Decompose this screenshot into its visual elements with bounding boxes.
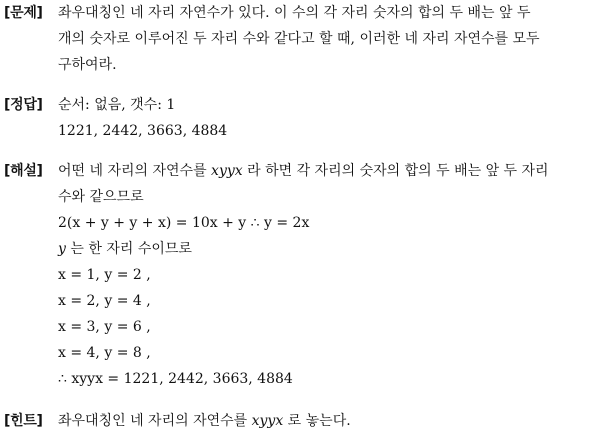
problem-line: 구하여라.: [58, 57, 117, 73]
math-variable: xyyx: [251, 413, 284, 429]
solution-line: [58, 236, 586, 262]
hint-line: [58, 408, 586, 434]
problem-line: 좌우대칭인 네 자리 자연수가 있다. 이 수의 각 자리 숫자의 합의 두 배는 앞 두: [58, 5, 531, 21]
solution-label: [해설]: [4, 163, 43, 179]
solution-text-fragment: 라 하면 각 자리의 숫자의 합의 두 배는 앞 두 자리: [242, 163, 549, 179]
solution-text-fragment: 는 한 자리 수이므로: [65, 241, 192, 257]
math-variable: y: [58, 241, 66, 257]
hint-label: [힌트]: [4, 413, 43, 429]
solution-line: [58, 158, 586, 184]
solution-case: x = 3, y = 6 ,: [58, 319, 151, 335]
answer-line-values: 1221, 2442, 3663, 4884: [58, 123, 228, 139]
solution-text: [58, 158, 586, 392]
solution-equation: 2(x + y + y + x) = 10x + y ∴ y = 2x: [58, 215, 310, 231]
solution-case: x = 4, y = 8 ,: [58, 345, 151, 361]
hint-text: [58, 408, 586, 434]
solution-case: x = 1, y = 2 ,: [58, 267, 151, 283]
problem-text: [58, 0, 586, 78]
answer-text: [58, 92, 586, 144]
problem-line: 개의 숫자로 이루어진 두 자리 수와 같다고 할 때, 이러한 네 자리 자연수를 모두: [58, 31, 540, 47]
answer-line-order: 순서: 없음, 갯수: 1: [58, 97, 176, 113]
solution-text-fragment: 어떤 네 자리의 자연수를: [58, 163, 212, 179]
solution-conclusion: ∴ xyyx = 1221, 2442, 3663, 4884: [58, 371, 293, 387]
solution-case: x = 2, y = 4 ,: [58, 293, 151, 309]
math-variable: xyyx: [211, 163, 243, 179]
answer-label: [정답]: [4, 97, 43, 113]
hint-text-fragment: 좌우대칭인 네 자리의 자연수를: [58, 413, 252, 429]
problem-label: [문제]: [4, 5, 43, 21]
hint-text-fragment: 로 놓는다.: [283, 413, 351, 429]
solution-line: 수와 같으므로: [58, 189, 144, 205]
